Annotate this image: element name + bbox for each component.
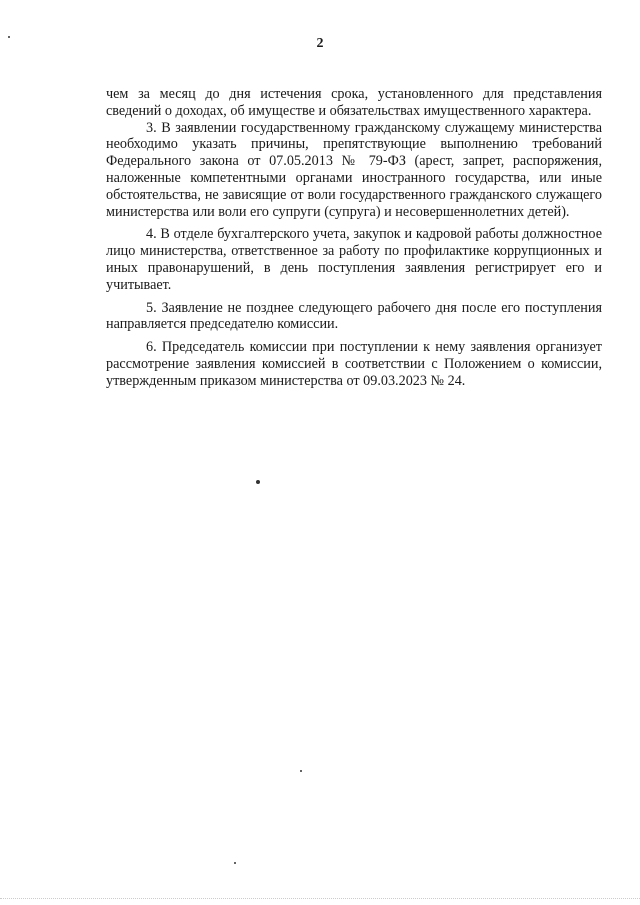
scan-edge-artifact bbox=[0, 898, 640, 905]
paragraph-continuation: чем за месяц до дня истечения срока, установленного для представления сведений о доходах, об имуществе и обязательствах имущественного характера. bbox=[106, 86, 602, 119]
scan-speck bbox=[300, 770, 302, 772]
paragraph-3: 3. В заявлении государственному гражданскому служащему министерства необходимо указать причины, препятствующие выполнению требований Федерального закона от 07.05.2013 № 79-ФЗ (арест, запрет, распоряжения, наложенные компетентными органами иностранного государства, или иные обстоятельства, не зависящие от воли государственного гражданского служащего министерства или воли его супруги (супруга) и несовершеннолетних детей). bbox=[106, 119, 602, 220]
scan-speck bbox=[234, 862, 236, 864]
page-number: 2 bbox=[316, 36, 324, 51]
document-body bbox=[106, 86, 602, 390]
paragraph-4: 4. В отделе бухгалтерского учета, закупок и кадровой работы должностное лицо министерства, ответственное за работу по профилактике коррупционных и иных правонарушений, в день поступления заявления регистрирует его и учитывает. bbox=[106, 226, 602, 293]
paragraph-5: 5. Заявление не позднее следующего рабочего дня после его поступления направляется председателю комиссии. bbox=[106, 299, 602, 333]
scan-speck bbox=[256, 480, 260, 484]
scan-speck bbox=[8, 36, 10, 38]
paragraph-6: 6. Председатель комиссии при поступлении к нему заявления организует рассмотрение заявления комиссией в соответствии с Положением о комиссии, утвержденным приказом министерства от 09.03.2023 № 24. bbox=[106, 339, 602, 389]
